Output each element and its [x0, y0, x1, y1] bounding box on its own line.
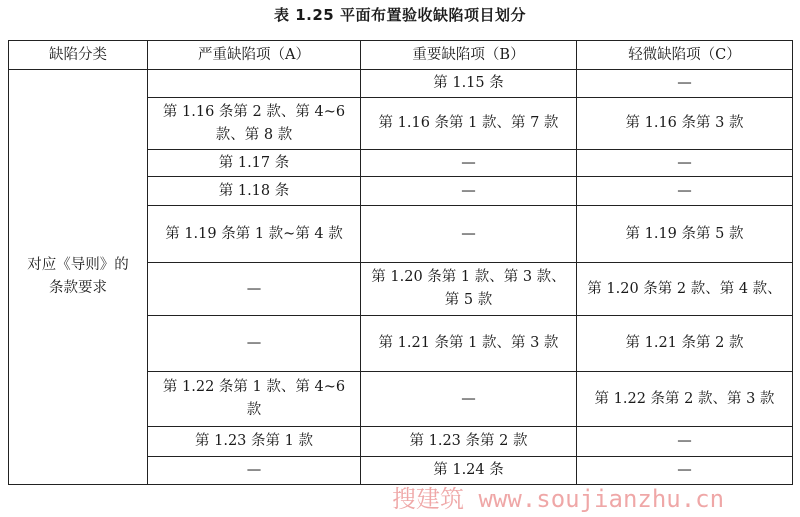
severe-cell: 第 1.17 条: [148, 150, 361, 177]
major-cell: —: [361, 206, 577, 263]
severe-cell: 第 1.23 条第 1 款: [148, 427, 361, 457]
major-cell: —: [361, 150, 577, 177]
minor-cell: 第 1.21 条第 2 款: [577, 316, 793, 372]
severe-cell: 第 1.16 条第 2 款、第 4~6 款、第 8 款: [148, 98, 361, 150]
minor-cell: 第 1.20 条第 2 款、第 4 款、: [577, 263, 793, 316]
major-cell: 第 1.24 条: [361, 457, 577, 485]
major-cell: 第 1.16 条第 1 款、第 7 款: [361, 98, 577, 150]
minor-cell: —: [577, 150, 793, 177]
minor-cell: —: [577, 70, 793, 98]
category-cell: 对应《导则》的条款要求: [9, 70, 148, 485]
header-major-defect: 重要缺陷项（B）: [361, 41, 577, 70]
minor-cell: —: [577, 427, 793, 457]
minor-cell: —: [577, 177, 793, 206]
major-cell: —: [361, 177, 577, 206]
severe-cell: 第 1.22 条第 1 款、第 4~6 款: [148, 372, 361, 427]
severe-cell: 第 1.19 条第 1 款~第 4 款: [148, 206, 361, 263]
major-cell: 第 1.21 条第 1 款、第 3 款: [361, 316, 577, 372]
major-cell: 第 1.23 条第 2 款: [361, 427, 577, 457]
table-title: 表 1.25 平面布置验收缺陷项目划分: [274, 6, 526, 24]
severe-cell: —: [148, 316, 361, 372]
minor-cell: 第 1.16 条第 3 款: [577, 98, 793, 150]
header-severe-defect: 严重缺陷项（A）: [148, 41, 361, 70]
severe-cell: [148, 70, 361, 98]
minor-cell: 第 1.22 条第 2 款、第 3 款: [577, 372, 793, 427]
defect-classification-table: [8, 40, 793, 485]
site-watermark: 搜建筑 www.soujianzhu.cn: [392, 485, 725, 513]
header-row: [9, 41, 793, 70]
major-cell: 第 1.15 条: [361, 70, 577, 98]
table-row: [9, 70, 793, 98]
header-defect-category: 缺陷分类: [9, 41, 148, 70]
major-cell: —: [361, 372, 577, 427]
severe-cell: 第 1.18 条: [148, 177, 361, 206]
severe-cell: —: [148, 263, 361, 316]
header-minor-defect: 轻微缺陷项（C）: [577, 41, 793, 70]
major-cell: 第 1.20 条第 1 款、第 3 款、第 5 款: [361, 263, 577, 316]
severe-cell: —: [148, 457, 361, 485]
minor-cell: —: [577, 457, 793, 485]
minor-cell: 第 1.19 条第 5 款: [577, 206, 793, 263]
